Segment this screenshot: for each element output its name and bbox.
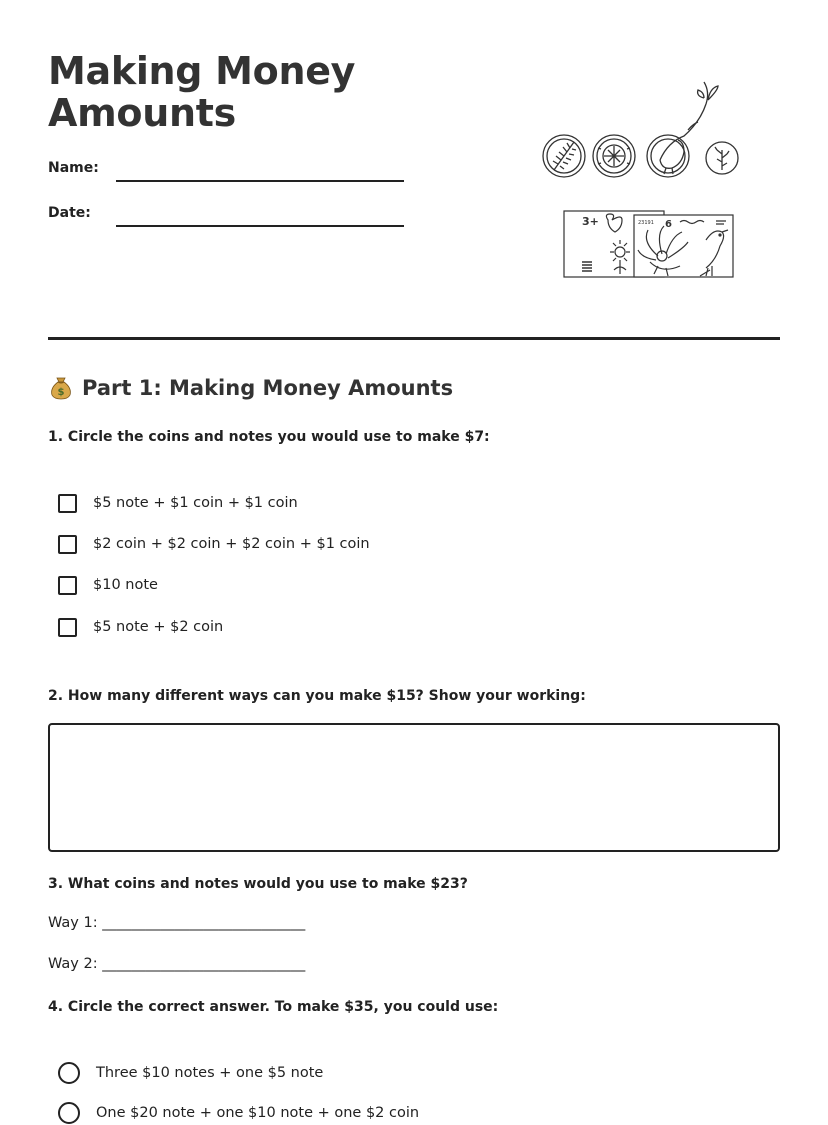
q1-option-2[interactable] bbox=[58, 532, 370, 556]
q1-option-1-label: $5 note + $1 coin + $1 coin bbox=[93, 495, 298, 511]
question-3-prompt: 3. What coins and notes would you use to make $23? bbox=[48, 876, 468, 892]
q1-option-3[interactable] bbox=[58, 573, 158, 597]
q1-option-4-label: $5 note + $2 coin bbox=[93, 619, 224, 635]
question-4-prompt: 4. Circle the correct answer. To make $35, you could use: bbox=[48, 999, 499, 1015]
q3-way-2[interactable]: Way 2: ____________________________ bbox=[48, 956, 306, 972]
worksheet-title bbox=[48, 50, 355, 134]
date-field[interactable] bbox=[116, 225, 404, 227]
q2-working-box[interactable] bbox=[48, 723, 780, 852]
money-illustration bbox=[538, 78, 744, 282]
q1-option-2-checkbox[interactable] bbox=[58, 535, 77, 554]
q1-option-3-label: $10 note bbox=[93, 577, 158, 593]
part1-heading-text: Part 1: Making Money Amounts bbox=[82, 376, 454, 400]
question-1-prompt: 1. Circle the coins and notes you would use to make $7: bbox=[48, 429, 490, 445]
q1-option-1-checkbox[interactable] bbox=[58, 494, 77, 513]
q1-option-4-checkbox[interactable] bbox=[58, 618, 77, 637]
part1-heading bbox=[48, 374, 453, 400]
name-field[interactable] bbox=[116, 180, 404, 182]
q4-option-1[interactable] bbox=[58, 1061, 323, 1085]
note-serial: 23191 bbox=[638, 220, 654, 226]
title-line-2: Amounts bbox=[48, 91, 236, 135]
q4-option-2-radio[interactable] bbox=[58, 1102, 80, 1124]
note-denomination-3: 3+ bbox=[582, 215, 599, 228]
money-bag-icon bbox=[48, 374, 74, 400]
q4-option-1-label: Three $10 notes + one $5 note bbox=[96, 1065, 324, 1081]
title-line-1: Making Money bbox=[48, 49, 356, 93]
question-2-prompt: 2. How many different ways can you make $15? Show your working: bbox=[48, 688, 586, 704]
nz-coins-icon bbox=[543, 82, 738, 177]
q4-option-2[interactable] bbox=[58, 1101, 419, 1125]
q1-option-3-checkbox[interactable] bbox=[58, 576, 77, 595]
date-label: Date: bbox=[48, 205, 91, 221]
q1-option-4[interactable] bbox=[58, 615, 223, 639]
svg-text:$: $ bbox=[57, 387, 65, 398]
q1-option-1[interactable] bbox=[58, 491, 298, 515]
section-divider bbox=[48, 337, 780, 340]
q4-option-2-label: One $20 note + one $10 note + one $2 coin bbox=[96, 1105, 420, 1121]
note-denomination-6: 6 bbox=[665, 219, 672, 230]
q1-option-2-label: $2 coin + $2 coin + $2 coin + $1 coin bbox=[93, 536, 370, 552]
name-label: Name: bbox=[48, 160, 99, 176]
q4-option-1-radio[interactable] bbox=[58, 1062, 80, 1084]
q3-way-1[interactable]: Way 1: ____________________________ bbox=[48, 915, 306, 931]
